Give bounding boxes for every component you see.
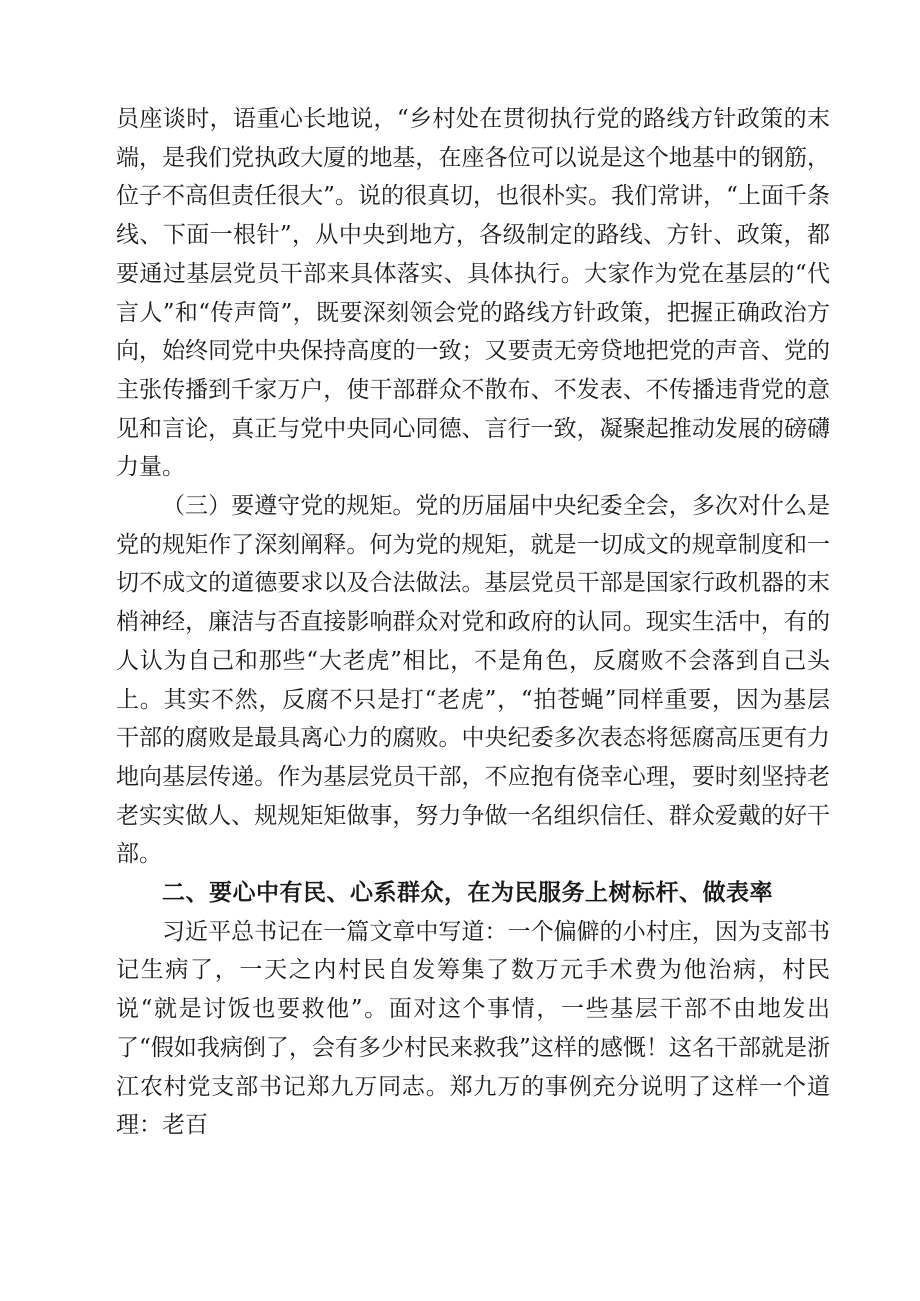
- section-heading: 二、要心中有民、心系群众，在为民服务上树标杆、做表率: [162, 880, 773, 907]
- paragraph-continued: 员座谈时，语重心长地说，“乡村处在贯彻执行党的路线方针政策的末端，是我们党执政大厦的地基，在座各位可以说是这个地基中的钢筋，位子不高但责任很大”。说的很真切，也很朴实。我们常讲，“上面千条线、下面一根针”，从中央到地方，各级制定的路线、方针、政策，都要通过基层党员干部来具体落实、具体执行。大家作为党在基层的“代言人”和“传声筒”，既要深刻领会党的路线方针政策，把握正确政治方向，始终同党中央保持高度的一致；又要责无旁贷地把党的声音、党的主张传播到千家万户，使干部群众不散布、不发表、不传播违背党的意见和言论，真正与党中央同心同德、言行一致，凝聚起推动发展的磅礴力量。: [116, 106, 830, 481]
- paragraph-party-rules: （三）要遵守党的规矩。党的历届届中央纪委全会，多次对什么是党的规矩作了深刻阐释。何为党的规矩，就是一切成文的规章制度和一切不成文的道德要求以及合法做法。基层党员干部是国家行政机器的末梢神经，廉洁与否直接影响群众对党和政府的认同。现实生活中，有的人认为自己和那些“大老虎”相比，不是角色，反腐败不会落到自己头上。其实不然，反腐不只是打“老虎”，“拍苍蝇”同样重要，因为基层干部的腐败是最具离心力的腐败。中央纪委多次表态将惩腐高压更有力地向基层传递。作为基层党员干部，不应抱有侥幸心理，要时刻坚持老老实实做人、规规矩矩做事，努力争做一名组织信任、群众爱戴的好干部。: [116, 493, 830, 868]
- paragraph-village-story: 习近平总书记在一篇文章中写道：一个偏僻的小村庄，因为支部书记生病了，一天之内村民自发筹集了数万元手术费为他治病，村民说“就是讨饭也要救他”。面对这个事情，一些基层干部不由地发出了“假如我病倒了，会有多少村民来救我”这样的感慨！这名干部就是浙江农村党支部书记郑九万同志。郑九万的事例充分说明了这样一个道理：老百: [116, 918, 830, 1139]
- document-body: [116, 100, 830, 1145]
